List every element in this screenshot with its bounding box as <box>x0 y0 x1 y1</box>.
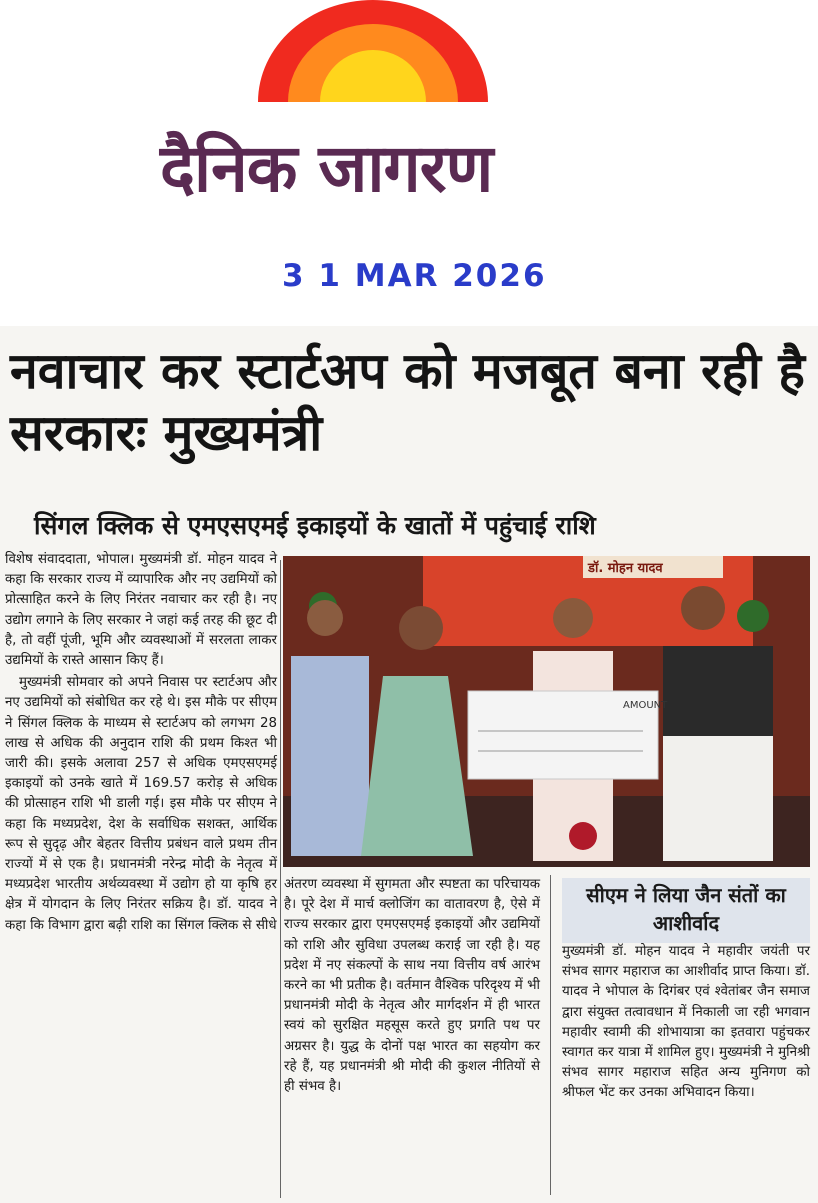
sidebar-box-body <box>562 942 810 1197</box>
column-divider <box>280 560 281 1198</box>
sidebar-box-heading: सीएम ने लिया जैन संतों का आशीर्वाद <box>562 878 810 943</box>
event-photo <box>283 556 810 867</box>
article-column-2 <box>284 875 540 1195</box>
paragraph: अंतरण व्यवस्था में सुगमता और स्पष्टता का परिचायक है। पूरे देश में मार्च क्लोजिंग का वातावरण है, ऐसे में राज्य सरकार द्वारा एमएसएमई इकाइयों और उद्यमियों को राशि और सुविधा उपलब्ध कराई जा रही है। यह प्रदेश में नए संकल्पों के साथ नया वित्तीय वर्ष आरंभ करने का भी प्रतीक है। वर्तमान वैश्विक परिदृश्य में भी प्रधानमंत्री मोदी के नेतृत्व और मार्गदर्शन में ही भारत स्वयं को सुरक्षित महसूस करते हुए प्रगति पथ पर अग्रसर है। युद्ध के दोनों पक्ष भारत का सहयोग कर रहे हैं, यह प्रधानमंत्री श्री मोदी की कुशल नीतियों से ही संभव है। <box>284 877 540 1095</box>
newspaper-name: दैनिक जागरण <box>160 130 493 207</box>
article-subhead: सिंगल क्लिक से एमएसएमई इकाइयों के खातों में पहुंचाई राशि <box>34 511 596 540</box>
article-headline: नवाचार कर स्टार्टअप को मजबूत बना रही है सरकारः मुख्यमंत्री <box>10 342 805 462</box>
banner-text: डॉ. मोहन यादव <box>588 561 663 576</box>
sun-logo-icon <box>258 0 488 102</box>
publication-date: 3 1 MAR 2026 <box>282 258 547 294</box>
cheque-text: AMOUNT <box>623 700 668 711</box>
column-divider <box>550 875 551 1195</box>
paragraph: मुख्यमंत्री सोमवार को अपने निवास पर स्टार्टअप और नए उद्यमियों को संबोधित कर रहे थे। इस मौके पर सीएम ने सिंगल क्लिक के माध्यम से स्टार्टअप को लगभग 28 लाख से अधिक की अनुदान राशि की प्रथम किश्त भी जारी की। इसके अलावा 257 से अधिक एमएसएमई इकाइयों को उनके खाते में 169.57 करोड़ से अधिक की प्रोत्साहन राशि भी डाली गई। इस मौके पर सीएम ने कहा कि मध्यप्रदेश, देश के सर्वाधिक सशक्त, आर्थिक रूप से सुदृढ़ और बेहतर वित्तीय प्रबंधन वाले प्रथम तीन राज्यों में से एक है। प्रधानमंत्री नरेन्द्र मोदी के नेतृत्व में मध्यप्रदेश भारतीय अर्थव्यवस्था में उद्योग हो या कृषि हर क्षेत्र में योगदान के लिए निरंतर सक्रिय है। डॉ. यादव ने कहा कि विभाग द्वारा बढ़ी राशि का सिंगल क्लिक से सीधे <box>5 675 277 933</box>
paragraph: मुख्यमंत्री डॉ. मोहन यादव ने महावीर जयंती पर संभव सागर महाराज का आशीर्वाद प्राप्त किया। डॉ. यादव ने भोपाल के दिगंबर एवं श्वेतांबर जैन समाज द्वारा संयुक्त तत्वावधान में निकाली जा रही भगवान महावीर स्वामी की शोभायात्रा का इतवारा पहुंचकर स्वागत कर यात्रा में शामिल हुए। मुख्यमंत्री ने मुनिश्री संभव सागर महाराज सहित अन्य मुनिगण को श्रीफल भेंट कर उनका अभिवादन किया। <box>562 944 810 1101</box>
paragraph: विशेष संवाददाता, भोपाल। मुख्यमंत्री डॉ. मोहन यादव ने कहा कि सरकार राज्य में व्यापारिक और नए उद्यमियों को प्रोत्साहित करने के लिए निरंतर नवाचार कर रही है। नए उद्योग लगाने के लिए सरकार ने जहां कई तरह की छूट दी है, तो वहीं पूंजी, भूमि और व्यवस्थाओं में सरलता लाकर उद्यमियों के रास्ते आसान किए हैं। <box>5 552 277 669</box>
article-column-1 <box>5 550 277 1200</box>
